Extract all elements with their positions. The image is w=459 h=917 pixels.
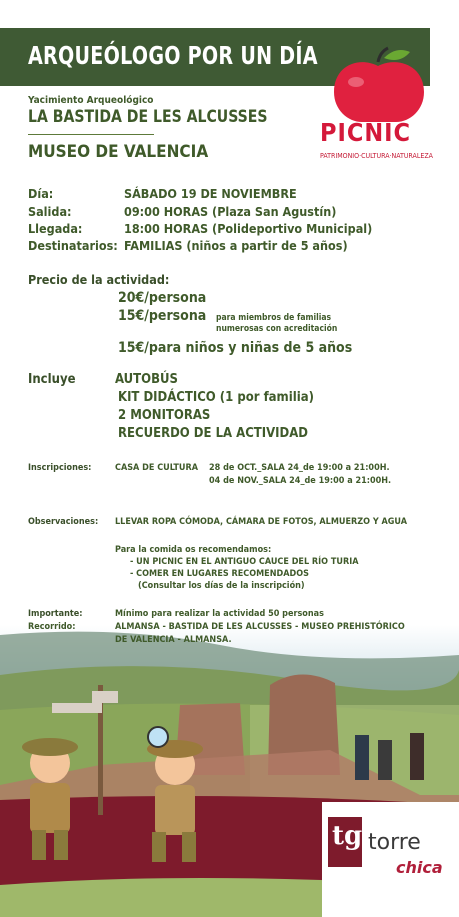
lunch-intro: Para la comida os recomendamos:	[115, 545, 272, 555]
page-title: ARQUEÓLOGO POR UN DÍA	[28, 41, 318, 70]
brand-mark: tg	[332, 821, 363, 851]
logo-wordmark: PICNIC	[320, 118, 412, 147]
lunch-note: (Consultar los días de la inscripción)	[138, 581, 305, 591]
lunch-option: - UN PICNIC EN EL ANTIGUO CAUCE DEL RÍO TURIA	[130, 557, 359, 567]
price-adult: 20€/persona	[118, 290, 207, 306]
route-text: DE VALENCIA - ALMANSA.	[115, 635, 232, 645]
logo-tagline: PATRIMONIO·CULTURA·NATURALEZA	[320, 152, 433, 160]
registration-place: CASA DE CULTURA	[115, 463, 198, 473]
price-large-family: 15€/persona	[118, 308, 207, 324]
registration-date: 28 de OCT._SALA 24_de 19:00 a 21:00H.	[209, 463, 390, 473]
observations-label: Observaciones:	[28, 517, 99, 527]
detail-label: Destinatarios:	[28, 238, 118, 253]
site-name: LA BASTIDA DE LES ALCUSSES	[28, 107, 268, 127]
price-child: 15€/para niños y niñas de 5 años	[118, 340, 353, 356]
includes-item: 2 MONITORAS	[118, 408, 211, 423]
price-note: para miembros de familias	[216, 313, 332, 323]
site-type: Yacimiento Arqueológico	[28, 95, 154, 106]
detail-value: FAMILIAS (niños a partir de 5 años)	[124, 238, 348, 253]
lunch-option: - COMER EN LUGARES RECOMENDADOS	[130, 569, 309, 579]
observations-text: LLEVAR ROPA CÓMODA, CÁMARA DE FOTOS, ALMUERZO Y AGUA	[115, 517, 407, 527]
registration-label: Inscripciones:	[28, 463, 92, 473]
detail-value: SÁBADO 19 DE NOVIEMBRE	[124, 186, 297, 201]
detail-label: Llegada:	[28, 221, 83, 236]
brand-word-secondary: chica	[396, 858, 443, 877]
important-label: Importante:	[28, 609, 83, 619]
brand-mark-icon	[328, 817, 362, 867]
registration-date: 04 de NOV._SALA 24_de 19:00 a 21:00H.	[209, 476, 392, 486]
divider	[28, 134, 154, 135]
brand-word: torre	[368, 830, 421, 855]
price-note: numerosas con acreditación	[216, 324, 338, 334]
includes-item: KIT DIDÁCTICO (1 por familia)	[118, 390, 314, 405]
route-text: ALMANSA - BASTIDA DE LES ALCUSSES - MUSEO PREHISTÓRICO	[115, 622, 405, 632]
important-text: Mínimo para realizar la actividad 50 personas	[115, 609, 324, 619]
detail-label: Salida:	[28, 204, 72, 219]
route-label: Recorrido:	[28, 622, 76, 632]
includes-item: AUTOBÚS	[115, 372, 178, 387]
detail-value: 18:00 HORAS (Polideportivo Municipal)	[124, 221, 373, 236]
includes-label: Incluye	[28, 372, 76, 387]
detail-value: 09:00 HORAS (Plaza San Agustín)	[124, 204, 337, 219]
price-label: Precio de la actividad:	[28, 272, 170, 287]
includes-item: RECUERDO DE LA ACTIVIDAD	[118, 426, 308, 441]
museum-name: MUSEO DE VALENCIA	[28, 142, 209, 162]
detail-label: Día:	[28, 186, 54, 201]
